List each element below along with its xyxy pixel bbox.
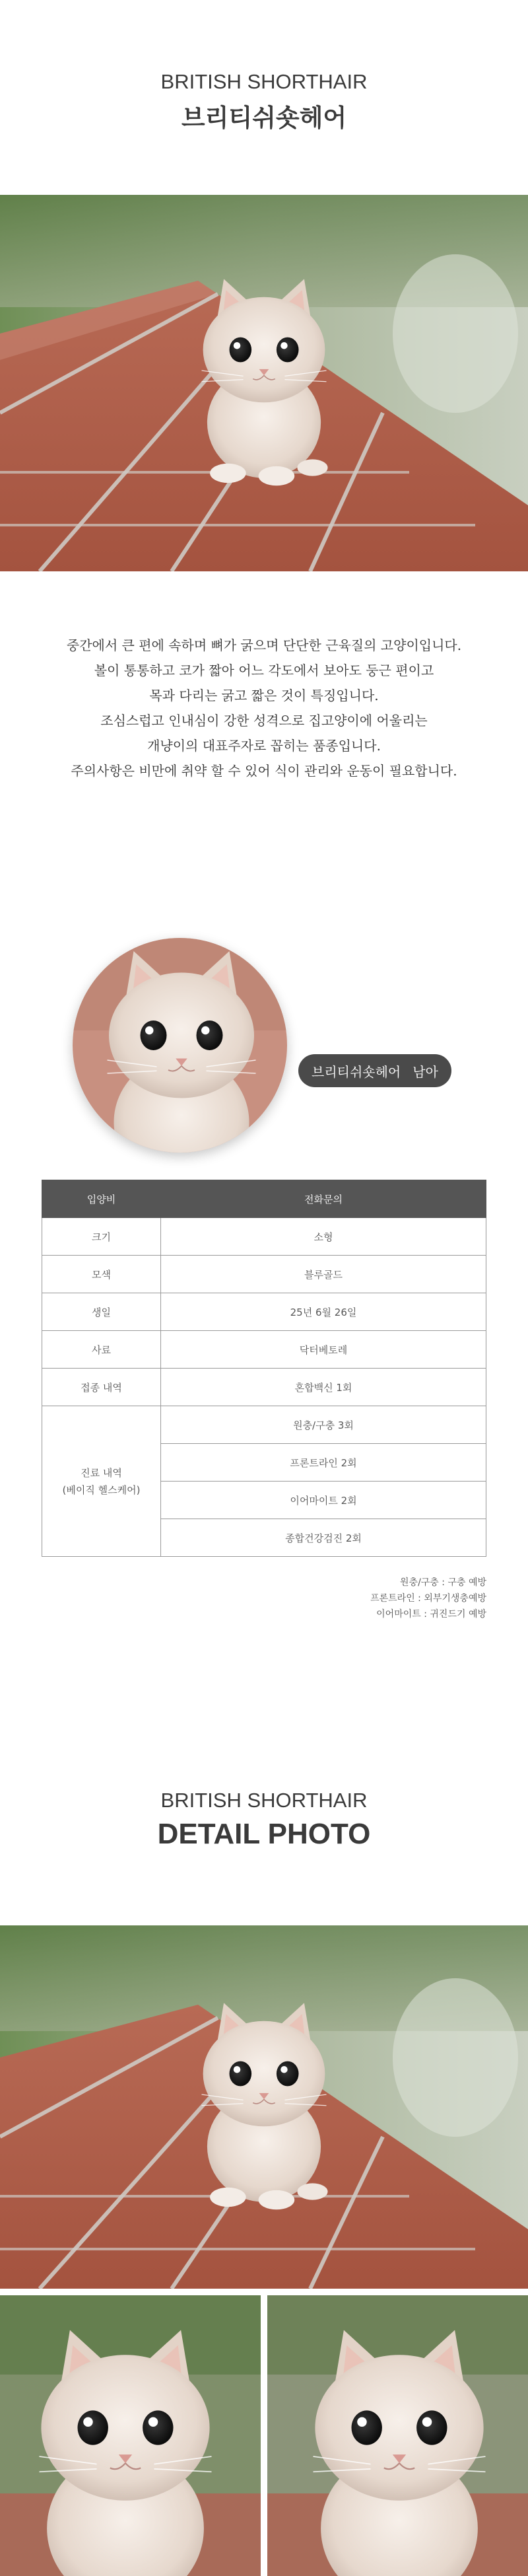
info-table bbox=[42, 1180, 486, 1557]
medical-value: 종합건강검진 2회 bbox=[161, 1519, 486, 1557]
medical-key-line: 진료 내역 bbox=[81, 1466, 122, 1479]
table-header-key: 입양비 bbox=[42, 1180, 161, 1218]
note-line: 원충/구충 : 구충 예방 bbox=[400, 1577, 486, 1588]
profile-photo bbox=[73, 938, 287, 1153]
intro-line: 주의사항은 비만에 취약 할 수 있어 식이 관리와 운동이 필요합니다. bbox=[71, 763, 457, 779]
table-value: 닥터베토레 bbox=[161, 1331, 486, 1369]
table-header-row bbox=[42, 1180, 486, 1218]
intro-text bbox=[0, 633, 528, 783]
medical-value: 프론트라인 2회 bbox=[161, 1444, 486, 1482]
medical-key-line: (베이직 헬스케어) bbox=[62, 1484, 141, 1496]
note-line: 프론트라인 : 외부기생충예방 bbox=[370, 1593, 486, 1604]
profile-breed: 브리티쉬숏헤어 bbox=[312, 1063, 401, 1080]
intro-line: 개냥이의 대표주자로 꼽히는 품종입니다. bbox=[147, 738, 381, 754]
table-row bbox=[42, 1406, 486, 1444]
profile-sex: 남아 bbox=[412, 1063, 438, 1080]
table-key: 크기 bbox=[42, 1218, 161, 1256]
header-title-block bbox=[0, 70, 528, 133]
table-value: 25년 6월 26일 bbox=[161, 1293, 486, 1331]
intro-line: 목과 다리는 굵고 짧은 것이 특징입니다. bbox=[149, 688, 379, 703]
profile-badge bbox=[298, 1054, 451, 1087]
table-row bbox=[42, 1293, 486, 1331]
intro-line: 중간에서 큰 편에 속하며 뼈가 굵으며 단단한 근육질의 고양이입니다. bbox=[66, 637, 462, 653]
detail-photo-main bbox=[0, 1925, 528, 2289]
medical-value: 이어마이트 2회 bbox=[161, 1482, 486, 1519]
table-key: 모색 bbox=[42, 1256, 161, 1293]
header-title-kr: 브리티쉬숏헤어 bbox=[181, 104, 347, 132]
table-value: 소형 bbox=[161, 1218, 486, 1256]
intro-line: 조심스럽고 인내심이 강한 성격으로 집고양이에 어울리는 bbox=[100, 713, 428, 729]
table-header-value: 전화문의 bbox=[161, 1180, 486, 1218]
detail-title-block bbox=[0, 1789, 528, 1851]
detail-photo-left bbox=[0, 2295, 261, 2576]
main-photo bbox=[0, 195, 528, 571]
table-row bbox=[42, 1218, 486, 1256]
detail-title-en: BRITISH SHORTHAIR bbox=[160, 1789, 368, 1812]
table-key: 생일 bbox=[42, 1293, 161, 1331]
table-row bbox=[42, 1256, 486, 1293]
table-row bbox=[42, 1369, 486, 1406]
table-notes bbox=[370, 1575, 486, 1622]
detail-title-big: DETAIL PHOTO bbox=[157, 1818, 371, 1850]
header-title-en: BRITISH SHORTHAIR bbox=[160, 70, 368, 93]
medical-value: 원충/구충 3회 bbox=[161, 1406, 486, 1444]
detail-photo-right bbox=[267, 2295, 528, 2576]
intro-line: 볼이 통통하고 코가 짧아 어느 각도에서 보아도 둥근 편이고 bbox=[94, 662, 434, 678]
table-value: 블루골드 bbox=[161, 1256, 486, 1293]
note-line: 이어마이트 : 귀진드기 예방 bbox=[376, 1609, 486, 1620]
table-key: 사료 bbox=[42, 1331, 161, 1369]
table-value: 혼합백신 1회 bbox=[161, 1369, 486, 1406]
medical-key bbox=[42, 1406, 161, 1557]
table-row bbox=[42, 1331, 486, 1369]
table-key: 접종 내역 bbox=[42, 1369, 161, 1406]
